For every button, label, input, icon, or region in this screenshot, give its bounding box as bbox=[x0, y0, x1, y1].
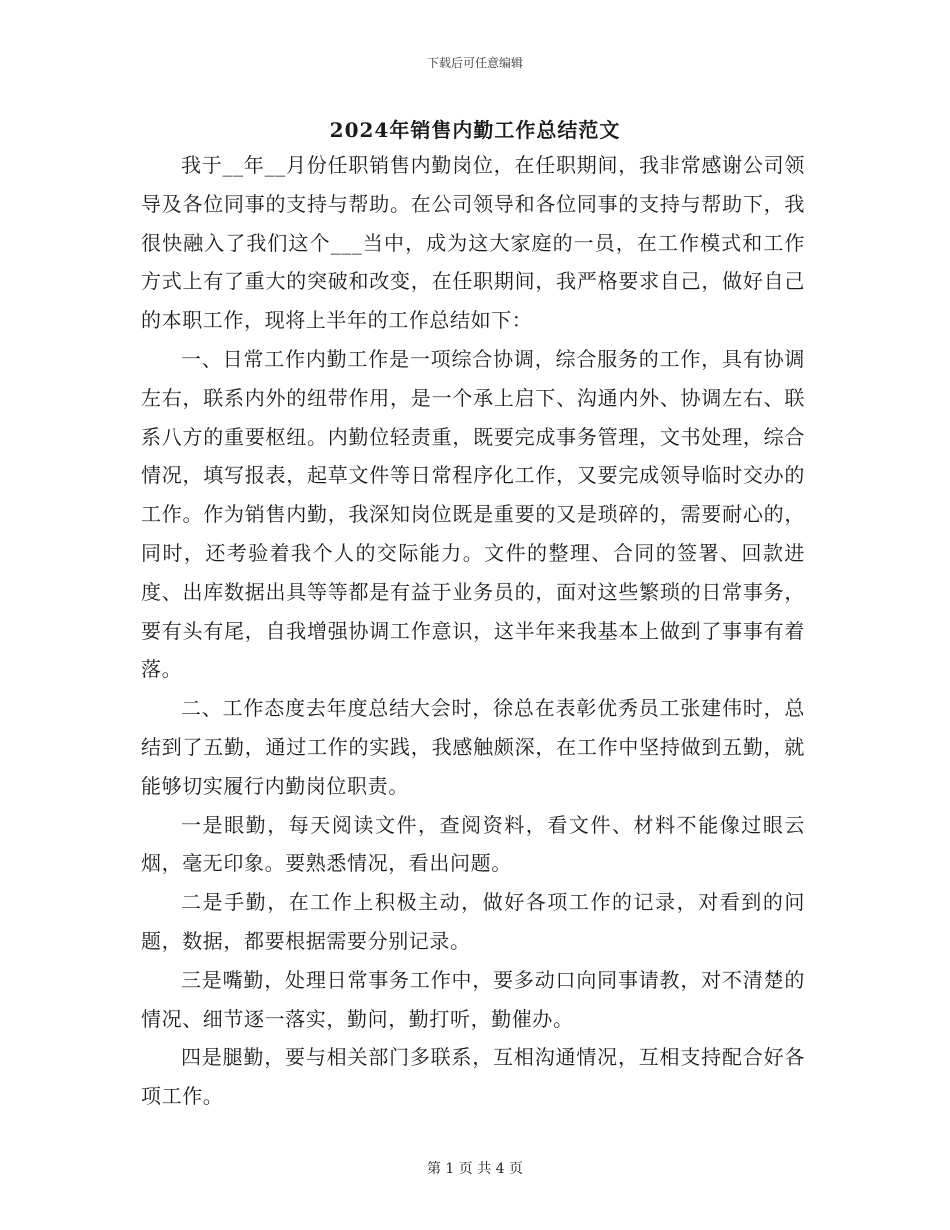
paragraph-mouth: 三是嘴勤，处理日常事务工作中，要多动口向同事请教，对不清楚的情况、细节逐一落实，勤问，勤打听，勤催办。 bbox=[141, 967, 805, 1031]
paragraph-hands: 二是手勤，在工作上积极主动，做好各项工作的记录，对看到的问题，数据，都要根据需要分别记录。 bbox=[141, 890, 805, 953]
document-body bbox=[141, 146, 805, 1116]
paragraph-eyes: 一是眼勤，每天阅读文件，查阅资料，看文件、材料不能像过眼云烟，毫无印象。要熟悉情况，看出问题。 bbox=[141, 812, 805, 876]
paragraph-intro: 我于__年__月份任职销售内勤岗位，在任职期间，我非常感谢公司领导及各位同事的支持与帮助。在公司领导和各位同事的支持与帮助下，我很快融入了我们这个___当中，成为这大家庭的一员，在工作模式和工作方式上有了重大的突破和改变，在任职期间，我严格要求自己，做好自己的本职工作，现将上半年的工作总结如下： bbox=[141, 153, 805, 333]
paragraph-work-attitude: 二、工作态度去年度总结大会时，徐总在表彰优秀员工张建伟时，总结到了五勤，通过工作的实践，我感触颇深，在工作中坚持做到五勤，就能够切实履行内勤岗位职责。 bbox=[141, 696, 805, 798]
paragraph-legs: 四是腿勤，要与相关部门多联系，互相沟通情况，互相支持配合好各项工作。 bbox=[141, 1045, 805, 1109]
page-number-footer: 第 1 页 共 4 页 bbox=[426, 1161, 524, 1177]
header-note: 下载后可任意编辑 bbox=[426, 56, 523, 70]
paragraph-daily-work: 一、日常工作内勤工作是一项综合协调，综合服务的工作，具有协调左右，联系内外的纽带作用，是一个承上启下、沟通内外、协调左右、联系八方的重要枢纽。内勤位轻责重，既要完成事务管理，文书处理，综合情况，填写报表，起草文件等日常程序化工作，又要完成领导临时交办的工作。作为销售内勤，我深知岗位既是重要的又是琐碎的，需要耐心的，同时，还考验着我个人的交际能力。文件的整理、合同的签署、回款进度、出库数据出具等等都是有益于业务员的，面对这些繁琐的日常事务，要有头有尾，自我增强协调工作意识，这半年来我基本上做到了事事有着落。 bbox=[141, 346, 805, 682]
document-title: 2024年销售内勤工作总结范文 bbox=[329, 118, 621, 142]
